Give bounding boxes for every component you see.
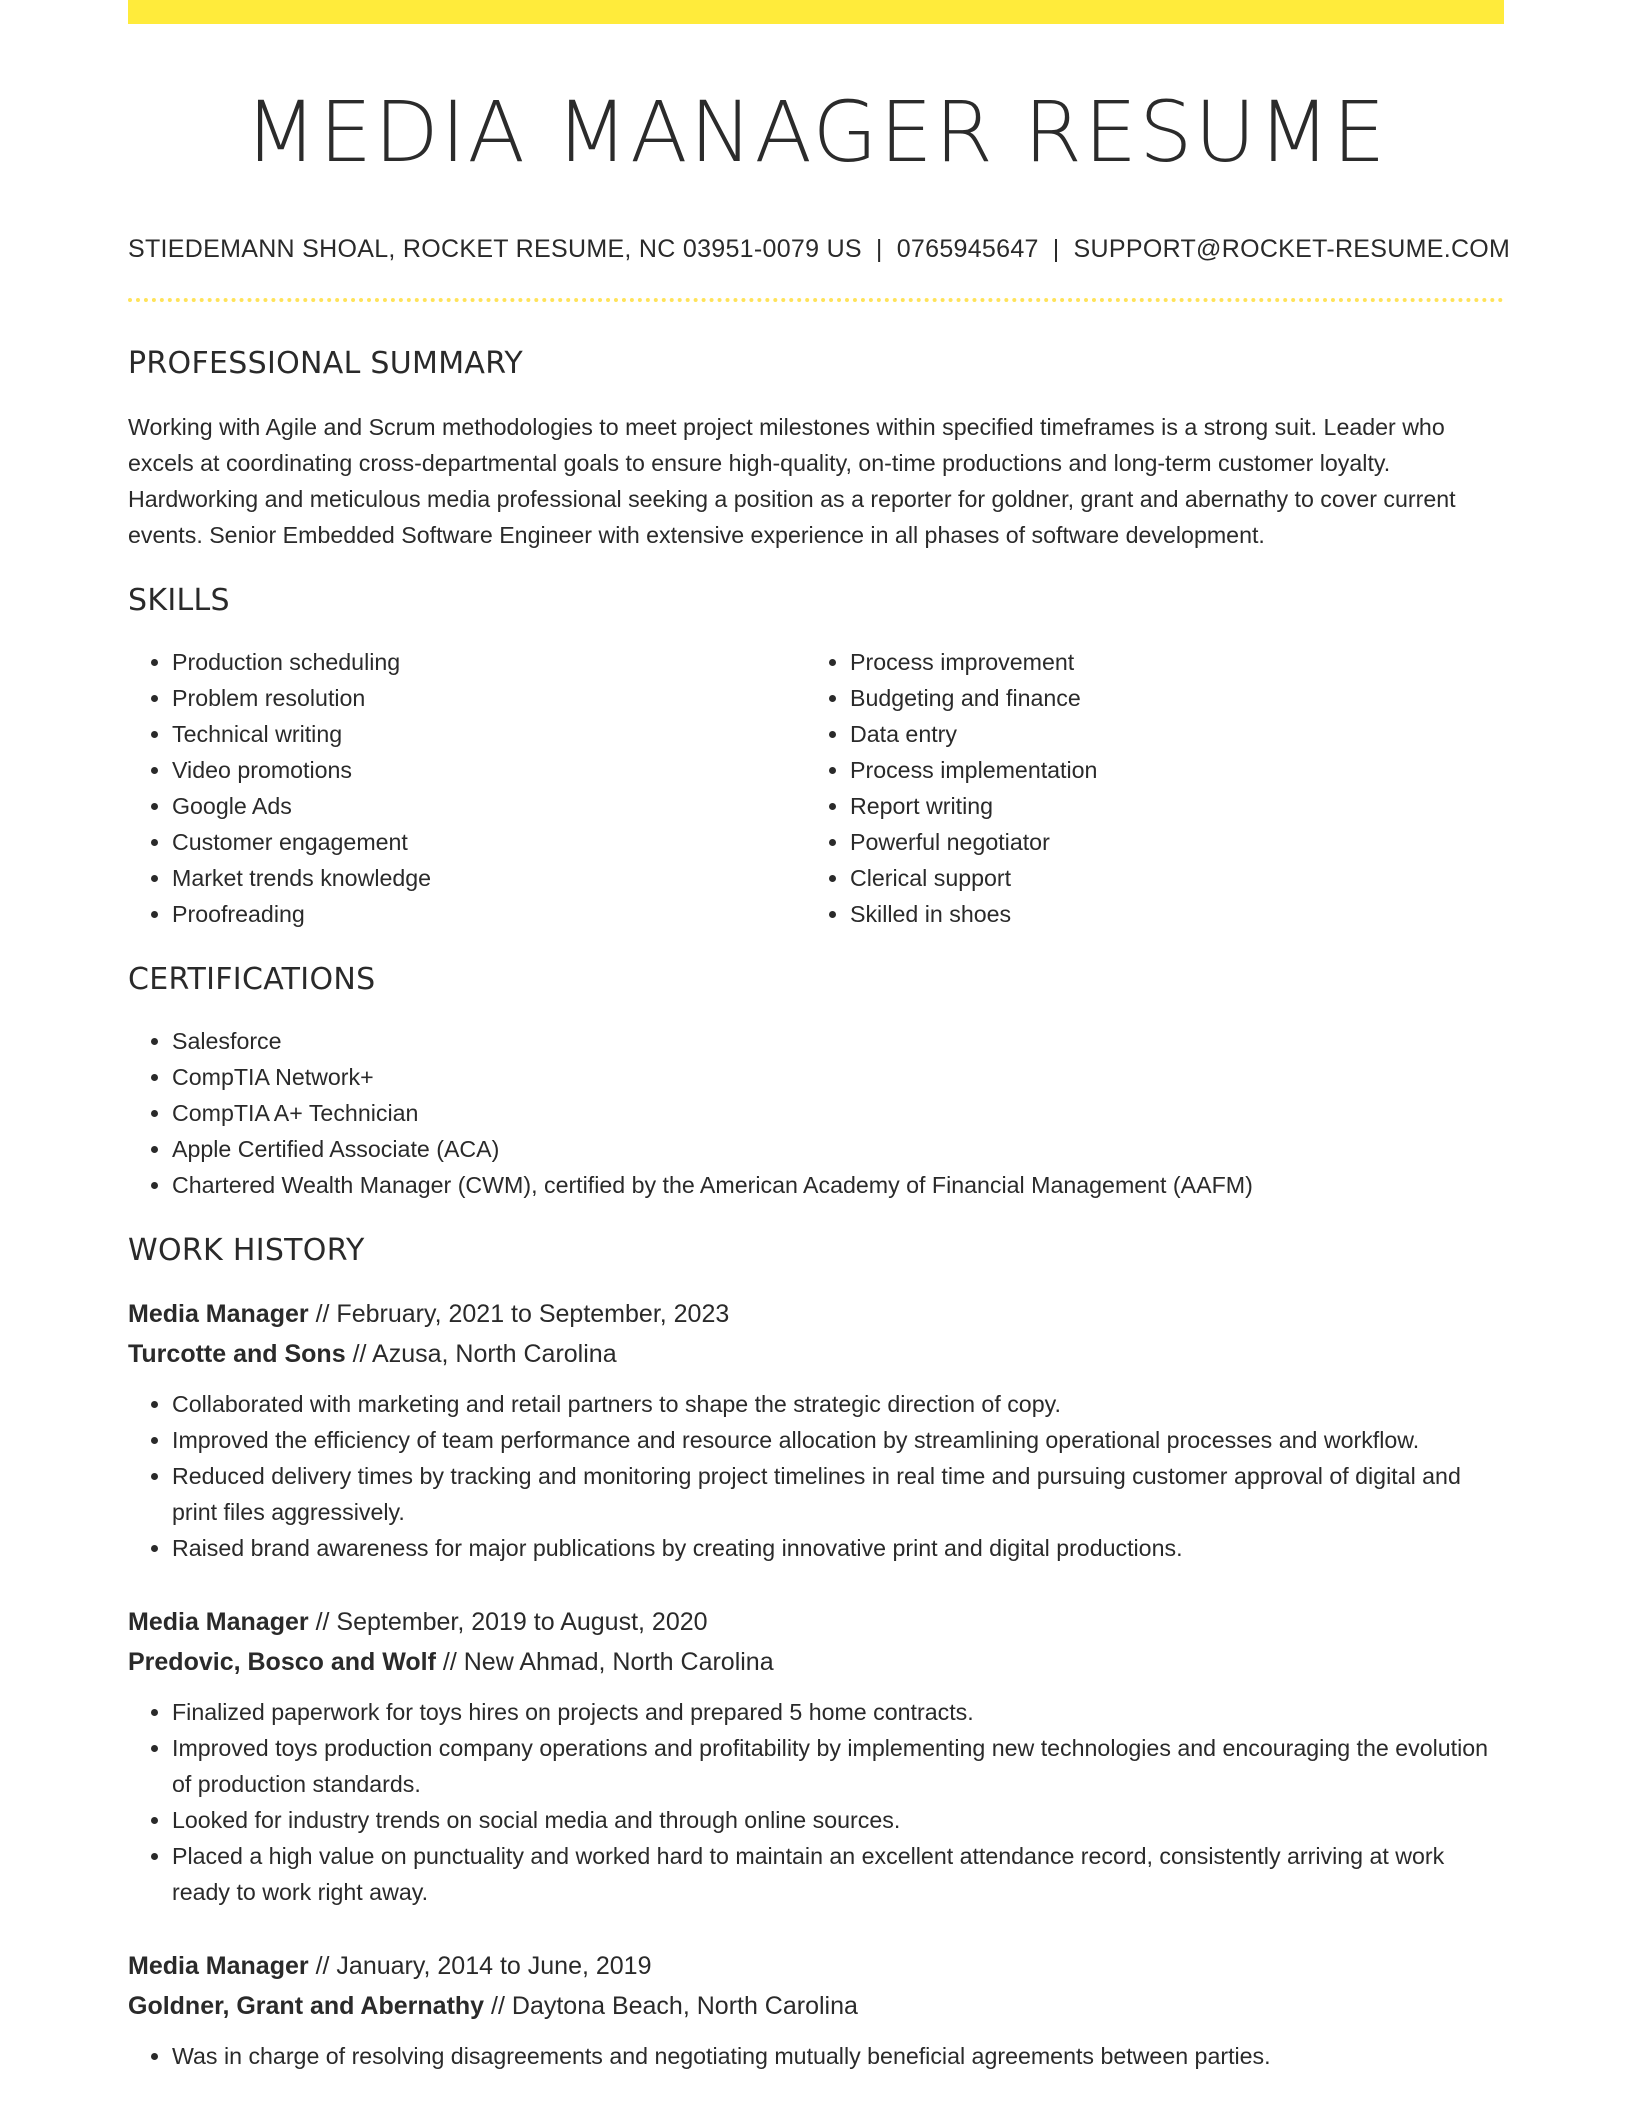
certification-item: • CompTIA A+ Technician — [172, 1095, 1504, 1131]
certification-item: • Chartered Wealth Manager (CWM), certified by the American Academy of Financial Management (AAFM) — [172, 1167, 1504, 1203]
job-company-line — [128, 1986, 1504, 2026]
job-dates: January, 2014 to June, 2019 — [336, 1951, 652, 1980]
work-history-heading: WORK HISTORY — [128, 1232, 365, 1268]
skills-right-list — [806, 644, 1484, 932]
job-bullet: • Collaborated with marketing and retail partners to shape the strategic direction of copy. — [172, 1386, 1504, 1422]
job-bullet: • Finalized paperwork for toys hires on projects and prepared 5 home contracts. — [172, 1694, 1504, 1730]
job-company-line — [128, 1334, 1504, 1374]
job-location: Azusa, North Carolina — [372, 1339, 617, 1368]
contact-separator: | — [1052, 234, 1060, 263]
job-bullet: • Improved toys production company operations and profitability by implementing new technologies and encouraging the evolution of production standards. — [172, 1730, 1504, 1802]
job-separator: // — [442, 1647, 457, 1676]
skill-item: • Video promotions — [172, 752, 806, 788]
certification-item: • CompTIA Network+ — [172, 1059, 1504, 1095]
skill-item: • Proofreading — [172, 896, 806, 932]
skill-item: • Report writing — [850, 788, 1484, 824]
job-location: New Ahmad, North Carolina — [463, 1647, 774, 1676]
skill-item: • Data entry — [850, 716, 1484, 752]
certification-item: • Salesforce — [172, 1023, 1504, 1059]
resume-page — [128, 0, 1511, 2074]
job-separator: // — [315, 1299, 330, 1328]
skill-item: • Technical writing — [172, 716, 806, 752]
accent-bar — [128, 0, 1504, 24]
skill-item: • Problem resolution — [172, 680, 806, 716]
job-company: Goldner, Grant and Abernathy — [128, 1991, 485, 2020]
job-separator: // — [315, 1951, 330, 1980]
skill-item: • Budgeting and finance — [850, 680, 1484, 716]
skill-item: • Customer engagement — [172, 824, 806, 860]
skills-left-list — [128, 644, 806, 932]
skill-item: • Skilled in shoes — [850, 896, 1484, 932]
summary-text: Working with Agile and Scrum methodologies to meet project milestones within specified timeframes is a strong suit. Leader who excels at coordinating cross-departmental goals to ensure high-quality, on-time productions and long-term customer loyalty. Hardworking and meticulous media professional seeking a position as a reporter for goldner, grant and abernathy to cover current events. Senior Embedded Software Engineer with extensive experience in all phases of software development. — [128, 413, 1456, 548]
contact-phone: 0765945647 — [896, 234, 1039, 263]
skill-item: • Market trends knowledge — [172, 860, 806, 896]
job-role: Media Manager — [128, 1951, 309, 1980]
contact-line — [128, 234, 1511, 264]
skill-item: • Powerful negotiator — [850, 824, 1484, 860]
skill-item: • Google Ads — [172, 788, 806, 824]
resume-title: MEDIA MANAGER RESUME — [244, 83, 1388, 181]
job-bullet: • Reduced delivery times by tracking and monitoring project timelines in real time and pursuing customer approval of digital and print files aggressively. — [172, 1458, 1504, 1530]
job-title-line — [128, 1602, 1504, 1642]
certifications-list — [128, 1023, 1504, 1203]
job-bullets — [128, 2038, 1504, 2074]
job-separator: // — [352, 1339, 367, 1368]
job-bullets — [128, 1386, 1504, 1566]
job-bullet: • Was in charge of resolving disagreements and negotiating mutually beneficial agreements between parties. — [172, 2038, 1504, 2074]
job-dates: February, 2021 to September, 2023 — [336, 1299, 730, 1328]
job-separator: // — [315, 1607, 330, 1636]
job-role: Media Manager — [128, 1299, 309, 1328]
certification-item: • Apple Certified Associate (ACA) — [172, 1131, 1504, 1167]
job-dates: September, 2019 to August, 2020 — [336, 1607, 708, 1636]
contact-address: STIEDEMANN SHOAL, ROCKET RESUME, NC 03951-0079 US — [128, 234, 862, 263]
job-company-line — [128, 1642, 1504, 1682]
skills-heading: SKILLS — [128, 582, 230, 618]
contact-email: SUPPORT@ROCKET-RESUME.COM — [1073, 234, 1511, 263]
job-location: Daytona Beach, North Carolina — [511, 1991, 858, 2020]
contact-separator: | — [875, 234, 883, 263]
job-entry — [128, 1294, 1504, 1566]
job-entry — [128, 1602, 1504, 1910]
skill-item: • Process implementation — [850, 752, 1484, 788]
skill-item: • Clerical support — [850, 860, 1484, 896]
job-entry — [128, 1946, 1504, 2074]
job-bullets — [128, 1694, 1504, 1910]
job-bullet: • Raised brand awareness for major publications by creating innovative print and digital productions. — [172, 1530, 1504, 1566]
job-bullet: • Improved the efficiency of team performance and resource allocation by streamlining operational processes and workflow. — [172, 1422, 1504, 1458]
skill-item: • Production scheduling — [172, 644, 806, 680]
skills-columns — [128, 644, 1504, 932]
job-title-line — [128, 1294, 1504, 1334]
certifications-heading: CERTIFICATIONS — [128, 961, 376, 997]
skill-item: • Process improvement — [850, 644, 1484, 680]
job-title-line — [128, 1946, 1504, 1986]
summary-heading: PROFESSIONAL SUMMARY — [128, 345, 524, 381]
job-bullet: • Looked for industry trends on social media and through online sources. — [172, 1802, 1504, 1838]
dotted-divider — [128, 298, 1504, 302]
job-separator: // — [491, 1991, 505, 2020]
job-role: Media Manager — [128, 1607, 309, 1636]
job-company: Turcotte and Sons — [128, 1339, 346, 1368]
job-company: Predovic, Bosco and Wolf — [128, 1647, 436, 1676]
job-bullet: • Placed a high value on punctuality and worked hard to maintain an excellent attendance record, consistently arriving at work ready to work right away. — [172, 1838, 1504, 1910]
